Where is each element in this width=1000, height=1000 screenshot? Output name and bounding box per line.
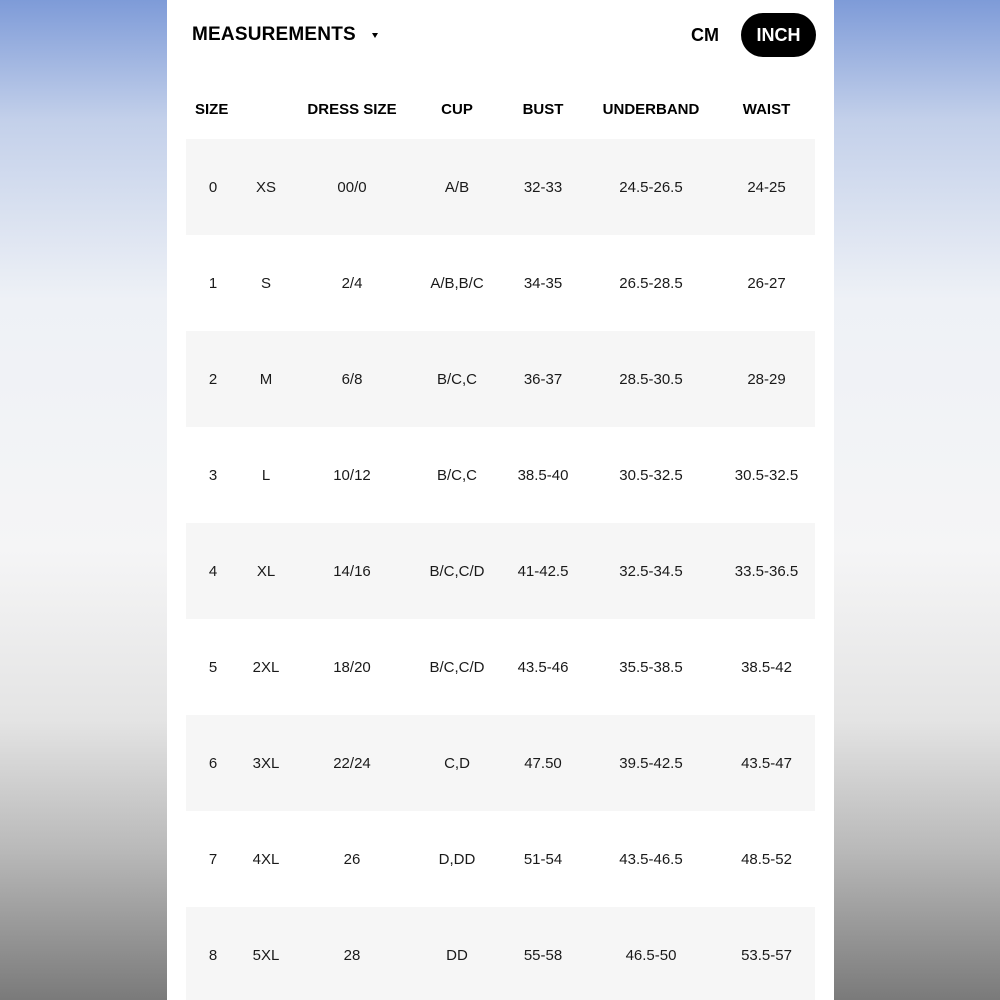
cell-cup: B/C,C [436,370,477,388]
cell-size-number: 1 [208,274,218,292]
column-header-waist: WAIST [742,100,791,118]
cell-size-label: 5XL [252,946,280,964]
cell-bust: 38.5-40 [517,466,569,484]
cell-dress-size: 00/0 [337,178,367,196]
cell-size-number: 7 [208,850,218,868]
column-header-bust: BUST [522,100,564,118]
measurements-dropdown[interactable] [192,20,378,50]
cell-cup: A/B,B/C [430,274,484,292]
cell-dress-size: 14/16 [333,562,371,580]
cell-dress-size: 2/4 [341,274,363,292]
cell-bust: 47.50 [524,754,562,772]
column-header-cup: CUP [441,100,473,118]
cell-size-label: 2XL [252,658,280,676]
cell-size-label: 3XL [252,754,280,772]
cell-waist: 30.5-32.5 [734,466,799,484]
cell-dress-size: 26 [343,850,361,868]
column-header-underband: UNDERBAND [602,100,700,118]
cell-cup: B/C,C [436,466,477,484]
table-row [186,619,815,715]
cell-cup: A/B [444,178,470,196]
cell-size-label: L [261,466,271,484]
unit-toggle-cm[interactable]: CM [691,25,719,45]
cell-bust: 32-33 [523,178,563,196]
table-row [186,427,815,523]
cell-waist: 48.5-52 [741,850,792,868]
cell-waist: 24-25 [747,178,786,196]
cell-waist: 33.5-36.5 [734,562,799,580]
size-chart-panel [167,0,834,1000]
cell-dress-size: 18/20 [333,658,371,676]
cell-size-label: 4XL [252,850,280,868]
table-row [186,139,815,235]
cell-underband: 26.5-28.5 [619,274,683,292]
cell-waist: 28-29 [747,370,786,388]
cell-dress-size: 28 [343,946,361,964]
cell-size-number: 3 [208,466,218,484]
table-row [186,907,815,1000]
size-table-body [186,139,815,1000]
measurements-title: MEASUREMENTS [192,24,356,45]
table-row [186,811,815,907]
cell-underband: 32.5-34.5 [619,562,683,580]
table-row [186,715,815,811]
size-chart-header [167,0,834,70]
cell-size-number: 0 [208,178,218,196]
cell-dress-size: 22/24 [333,754,371,772]
cell-underband: 30.5-32.5 [619,466,683,484]
cell-size-label: XS [255,178,276,196]
cell-waist: 38.5-42 [741,658,792,676]
cell-cup: C,D [444,754,470,772]
table-header-row [186,90,815,128]
cell-size-label: M [259,370,273,388]
cell-dress-size: 10/12 [333,466,371,484]
cell-bust: 41-42.5 [517,562,569,580]
cell-cup: B/C,C/D [429,658,485,676]
cell-size-number: 5 [208,658,218,676]
cell-underband: 46.5-50 [625,946,677,964]
cell-dress-size: 6/8 [341,370,363,388]
cell-cup: B/C,C/D [429,562,485,580]
cell-waist: 53.5-57 [741,946,792,964]
cell-cup: DD [446,946,468,964]
cell-underband: 35.5-38.5 [619,658,683,676]
cell-bust: 34-35 [523,274,563,292]
cell-bust: 55-58 [523,946,563,964]
cell-underband: 28.5-30.5 [619,370,683,388]
cell-size-label: XL [256,562,276,580]
cell-size-number: 6 [208,754,218,772]
column-header-size: SIZE [195,100,229,118]
cell-waist: 26-27 [747,274,786,292]
cell-bust: 51-54 [523,850,563,868]
table-row [186,235,815,331]
cell-size-label: S [260,274,271,292]
cell-underband: 43.5-46.5 [619,850,683,868]
caret-down-icon [372,33,378,38]
column-header-dress-size: DRESS SIZE [307,100,397,118]
table-row [186,331,815,427]
cell-size-number: 8 [208,946,218,964]
cell-size-number: 4 [208,562,218,580]
cell-size-number: 2 [208,370,218,388]
unit-toggle-inch[interactable]: INCH [741,13,816,57]
cell-underband: 39.5-42.5 [619,754,683,772]
cell-underband: 24.5-26.5 [619,178,683,196]
cell-cup: D,DD [438,850,476,868]
cell-waist: 43.5-47 [741,754,792,772]
cell-bust: 43.5-46 [517,658,569,676]
table-row [186,523,815,619]
cell-bust: 36-37 [523,370,563,388]
